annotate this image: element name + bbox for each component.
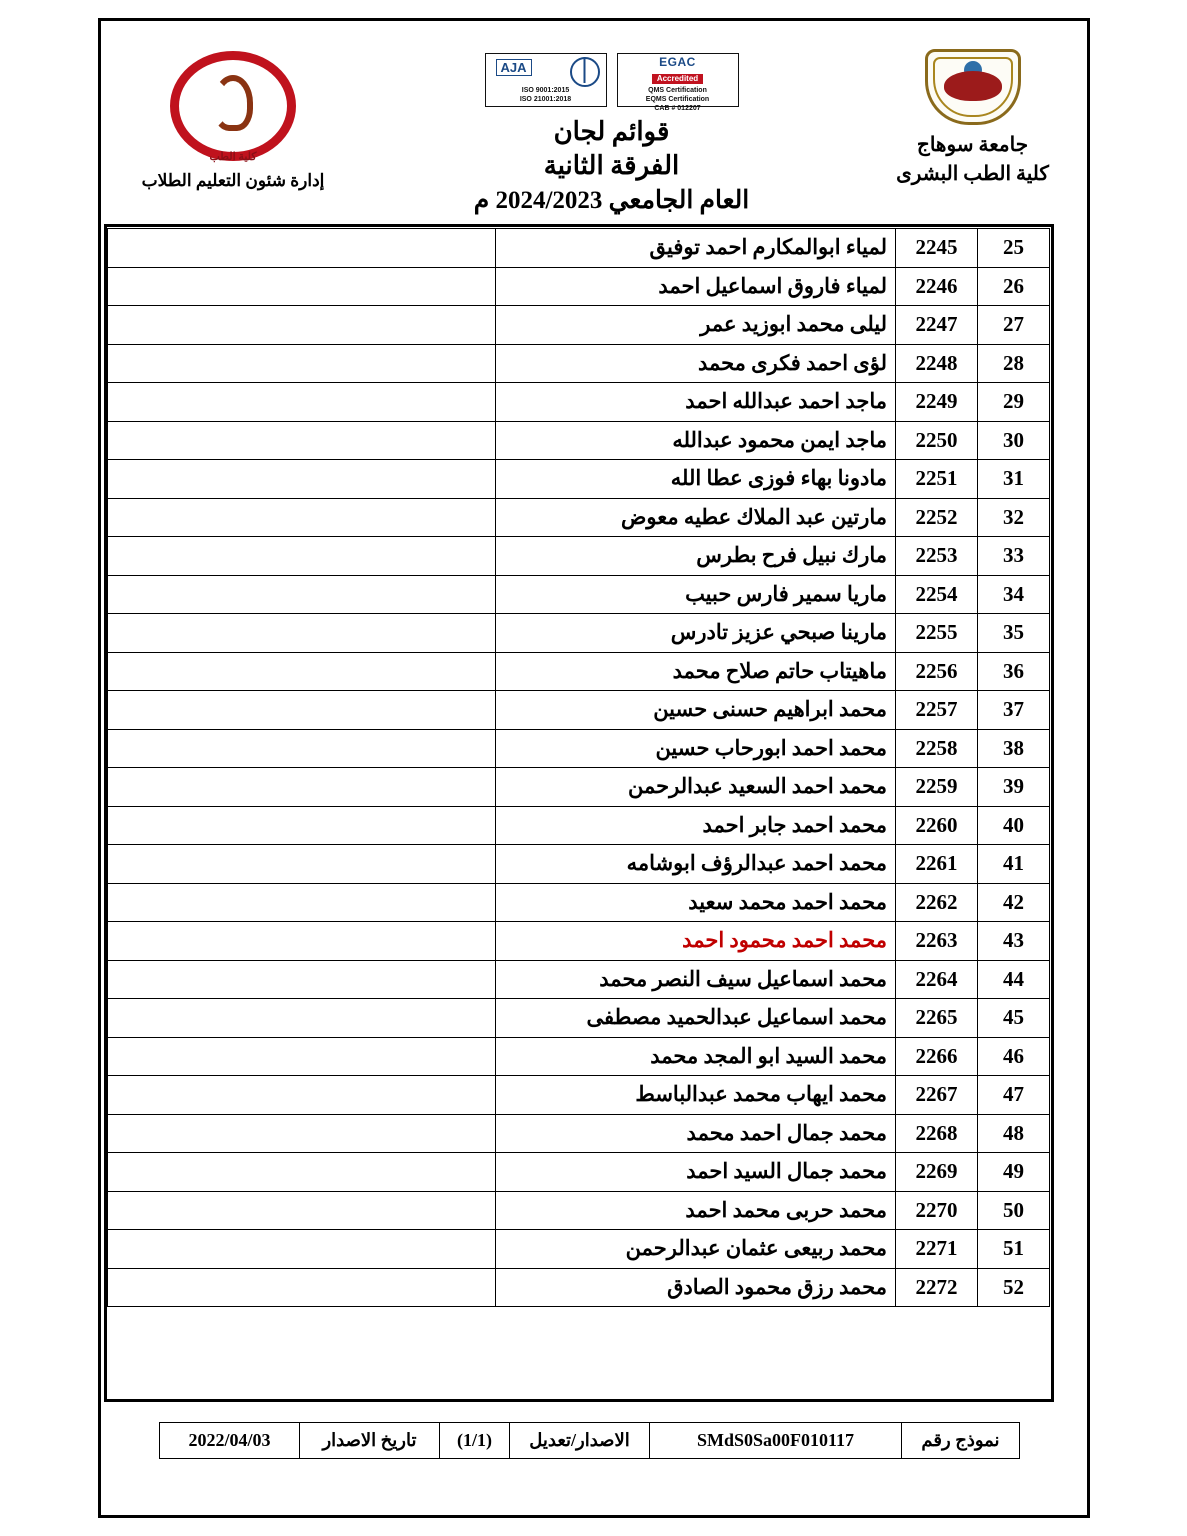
table-row — [108, 421, 1050, 460]
student-code: 2270 — [896, 1191, 978, 1230]
student-name: محمد اسماعيل سيف النصر محمد — [496, 960, 896, 999]
student-code: 2259 — [896, 768, 978, 807]
student-code: 2262 — [896, 883, 978, 922]
signature-cell — [108, 1076, 496, 1115]
signature-cell — [108, 691, 496, 730]
student-code: 2246 — [896, 267, 978, 306]
row-number: 33 — [978, 537, 1050, 576]
signature-cell — [108, 421, 496, 460]
signature-cell — [108, 1268, 496, 1307]
row-number: 26 — [978, 267, 1050, 306]
student-name: محمد ربيعى عثمان عبدالرحمن — [496, 1230, 896, 1269]
student-code: 2254 — [896, 575, 978, 614]
table-row — [108, 306, 1050, 345]
students-table — [107, 228, 1050, 1307]
table-row — [108, 267, 1050, 306]
footer-table — [159, 1422, 1020, 1459]
student-code: 2249 — [896, 383, 978, 422]
table-row — [108, 845, 1050, 884]
student-name: لؤى احمد فكرى محمد — [496, 344, 896, 383]
student-name: محمد جمال السيد احمد — [496, 1153, 896, 1192]
student-code: 2257 — [896, 691, 978, 730]
student-name: مادونا بهاء فوزى عطا الله — [496, 460, 896, 499]
student-code: 2258 — [896, 729, 978, 768]
student-name: محمد احمد عبدالرؤف ابوشامه — [496, 845, 896, 884]
issue-date-label: تاريخ الاصدار — [300, 1423, 440, 1459]
student-name: محمد رزق محمود الصادق — [496, 1268, 896, 1307]
row-number: 48 — [978, 1114, 1050, 1153]
row-number: 39 — [978, 768, 1050, 807]
student-code: 2268 — [896, 1114, 978, 1153]
row-number: 52 — [978, 1268, 1050, 1307]
department-block — [108, 45, 358, 191]
student-code: 2263 — [896, 922, 978, 961]
signature-cell — [108, 806, 496, 845]
table-row — [108, 999, 1050, 1038]
university-crest-icon — [917, 49, 1029, 127]
student-name: محمد جمال احمد محمد — [496, 1114, 896, 1153]
student-name: لمياء ابوالمكارم احمد توفيق — [496, 229, 896, 268]
aja-certificate-icon — [485, 53, 607, 107]
row-number: 50 — [978, 1191, 1050, 1230]
table-row — [108, 1037, 1050, 1076]
row-number: 46 — [978, 1037, 1050, 1076]
university-block — [865, 45, 1080, 189]
student-name: محمد احمد السعيد عبدالرحمن — [496, 768, 896, 807]
row-number: 44 — [978, 960, 1050, 999]
egac-line2: EQMS Certification — [645, 96, 710, 103]
student-name: محمد ايهاب محمد عبدالباسط — [496, 1076, 896, 1115]
student-code: 2265 — [896, 999, 978, 1038]
table-row — [108, 460, 1050, 499]
row-number: 31 — [978, 460, 1050, 499]
document-header — [108, 45, 1080, 220]
signature-cell — [108, 960, 496, 999]
issue-date-value: 2022/04/03 — [160, 1423, 300, 1459]
egac-line1: QMS Certification — [648, 87, 707, 94]
table-row — [108, 1230, 1050, 1269]
row-number: 38 — [978, 729, 1050, 768]
student-code: 2264 — [896, 960, 978, 999]
students-table-body — [108, 229, 1050, 1307]
signature-cell — [108, 537, 496, 576]
table-row — [108, 960, 1050, 999]
row-number: 41 — [978, 845, 1050, 884]
table-row — [108, 344, 1050, 383]
row-number: 32 — [978, 498, 1050, 537]
aja-line2: ISO 21001:2018 — [519, 96, 572, 103]
student-name: محمد احمد جابر احمد — [496, 806, 896, 845]
table-row — [108, 537, 1050, 576]
table-row — [108, 768, 1050, 807]
table-row — [108, 883, 1050, 922]
student-name: ماريا سمير فارس حبيب — [496, 575, 896, 614]
signature-cell — [108, 1114, 496, 1153]
egac-accredited-badge: Accredited — [652, 74, 703, 84]
revision-label: الاصدار/تعديل — [510, 1423, 650, 1459]
signature-cell — [108, 729, 496, 768]
student-name: ماجد احمد عبدالله احمد — [496, 383, 896, 422]
row-number: 37 — [978, 691, 1050, 730]
signature-cell — [108, 1191, 496, 1230]
signature-cell — [108, 306, 496, 345]
university-name: جامعة سوهاج — [916, 134, 1029, 156]
student-code: 2261 — [896, 845, 978, 884]
aja-line1: ISO 9001:2015 — [521, 87, 570, 94]
row-number: 40 — [978, 806, 1050, 845]
student-code: 2256 — [896, 652, 978, 691]
student-code: 2260 — [896, 806, 978, 845]
certification-logos — [358, 53, 865, 112]
table-row — [108, 1153, 1050, 1192]
row-number: 25 — [978, 229, 1050, 268]
table-row — [108, 575, 1050, 614]
signature-cell — [108, 575, 496, 614]
table-row — [108, 1076, 1050, 1115]
student-code: 2271 — [896, 1230, 978, 1269]
egac-certificate-icon — [617, 53, 739, 112]
table-row — [108, 806, 1050, 845]
table-row — [108, 729, 1050, 768]
title-line-1: قوائم لجان — [553, 117, 670, 146]
department-name: إدارة شئون التعليم الطلاب — [141, 171, 325, 190]
signature-cell — [108, 1153, 496, 1192]
student-code: 2272 — [896, 1268, 978, 1307]
signature-cell — [108, 922, 496, 961]
student-code: 2269 — [896, 1153, 978, 1192]
students-table-wrap — [108, 228, 1050, 1307]
row-number: 34 — [978, 575, 1050, 614]
signature-cell — [108, 229, 496, 268]
student-name: ليلى محمد ابوزيد عمر — [496, 306, 896, 345]
row-number: 27 — [978, 306, 1050, 345]
signature-cell — [108, 460, 496, 499]
revision-value: (1/1) — [440, 1423, 510, 1459]
row-number: 29 — [978, 383, 1050, 422]
student-code: 2245 — [896, 229, 978, 268]
signature-cell — [108, 845, 496, 884]
student-name: محمد ابراهيم حسنى حسين — [496, 691, 896, 730]
student-name: محمد احمد محمود احمد — [496, 922, 896, 961]
table-row — [108, 1114, 1050, 1153]
student-name: ماجد ايمن محمود عبدالله — [496, 421, 896, 460]
signature-cell — [108, 883, 496, 922]
table-row — [108, 383, 1050, 422]
signature-cell — [108, 498, 496, 537]
row-number: 36 — [978, 652, 1050, 691]
form-number-value: SMdS0Sa00F010117 — [650, 1423, 902, 1459]
student-code: 2251 — [896, 460, 978, 499]
row-number: 47 — [978, 1076, 1050, 1115]
row-number: 35 — [978, 614, 1050, 653]
egac-logo-text: EGAC — [659, 55, 696, 69]
row-number: 51 — [978, 1230, 1050, 1269]
student-name: محمد احمد ابورحاب حسين — [496, 729, 896, 768]
signature-cell — [108, 344, 496, 383]
student-name: محمد السيد ابو المجد محمد — [496, 1037, 896, 1076]
student-code: 2253 — [896, 537, 978, 576]
row-number: 42 — [978, 883, 1050, 922]
signature-cell — [108, 383, 496, 422]
signature-cell — [108, 999, 496, 1038]
table-row — [108, 652, 1050, 691]
title-block — [358, 45, 865, 217]
table-row — [108, 229, 1050, 268]
student-name: لمياء فاروق اسماعيل احمد — [496, 267, 896, 306]
student-code: 2266 — [896, 1037, 978, 1076]
faculty-crest-icon — [157, 47, 309, 167]
student-code: 2255 — [896, 614, 978, 653]
aja-logo-text: AJA — [496, 59, 532, 76]
row-number: 28 — [978, 344, 1050, 383]
faculty-logo-word: كلية الطب — [209, 151, 257, 163]
table-row — [108, 1191, 1050, 1230]
form-number-label: نموذج رقم — [902, 1423, 1020, 1459]
signature-cell — [108, 1230, 496, 1269]
row-number: 43 — [978, 922, 1050, 961]
signature-cell — [108, 267, 496, 306]
student-name: مارتين عبد الملاك عطيه معوض — [496, 498, 896, 537]
signature-cell — [108, 652, 496, 691]
title-line-2: الفرقة الثانية — [543, 151, 680, 181]
row-number: 45 — [978, 999, 1050, 1038]
signature-cell — [108, 614, 496, 653]
table-row — [108, 1268, 1050, 1307]
student-code: 2248 — [896, 344, 978, 383]
row-number: 49 — [978, 1153, 1050, 1192]
globe-icon — [570, 57, 600, 87]
student-code: 2250 — [896, 421, 978, 460]
student-name: محمد احمد محمد سعيد — [496, 883, 896, 922]
title-line-3: العام الجامعي 2024/2023 م — [473, 186, 750, 214]
table-row — [108, 922, 1050, 961]
document-footer — [160, 1422, 1020, 1459]
student-code: 2252 — [896, 498, 978, 537]
document-title — [358, 115, 865, 217]
table-row — [108, 614, 1050, 653]
student-code: 2267 — [896, 1076, 978, 1115]
student-name: محمد اسماعيل عبدالحميد مصطفى — [496, 999, 896, 1038]
student-name: محمد حربى محمد احمد — [496, 1191, 896, 1230]
signature-cell — [108, 768, 496, 807]
student-name: ماهيتاب حاتم صلاح محمد — [496, 652, 896, 691]
faculty-name: كلية الطب البشرى — [896, 163, 1049, 185]
student-code: 2247 — [896, 306, 978, 345]
signature-cell — [108, 1037, 496, 1076]
table-row — [108, 498, 1050, 537]
student-name: مارينا صبحي عزيز تادرس — [496, 614, 896, 653]
table-row — [108, 691, 1050, 730]
row-number: 30 — [978, 421, 1050, 460]
student-name: مارك نبيل فرح بطرس — [496, 537, 896, 576]
egac-line3: CAB # 012207 — [654, 105, 701, 112]
footer-row — [160, 1423, 1020, 1459]
